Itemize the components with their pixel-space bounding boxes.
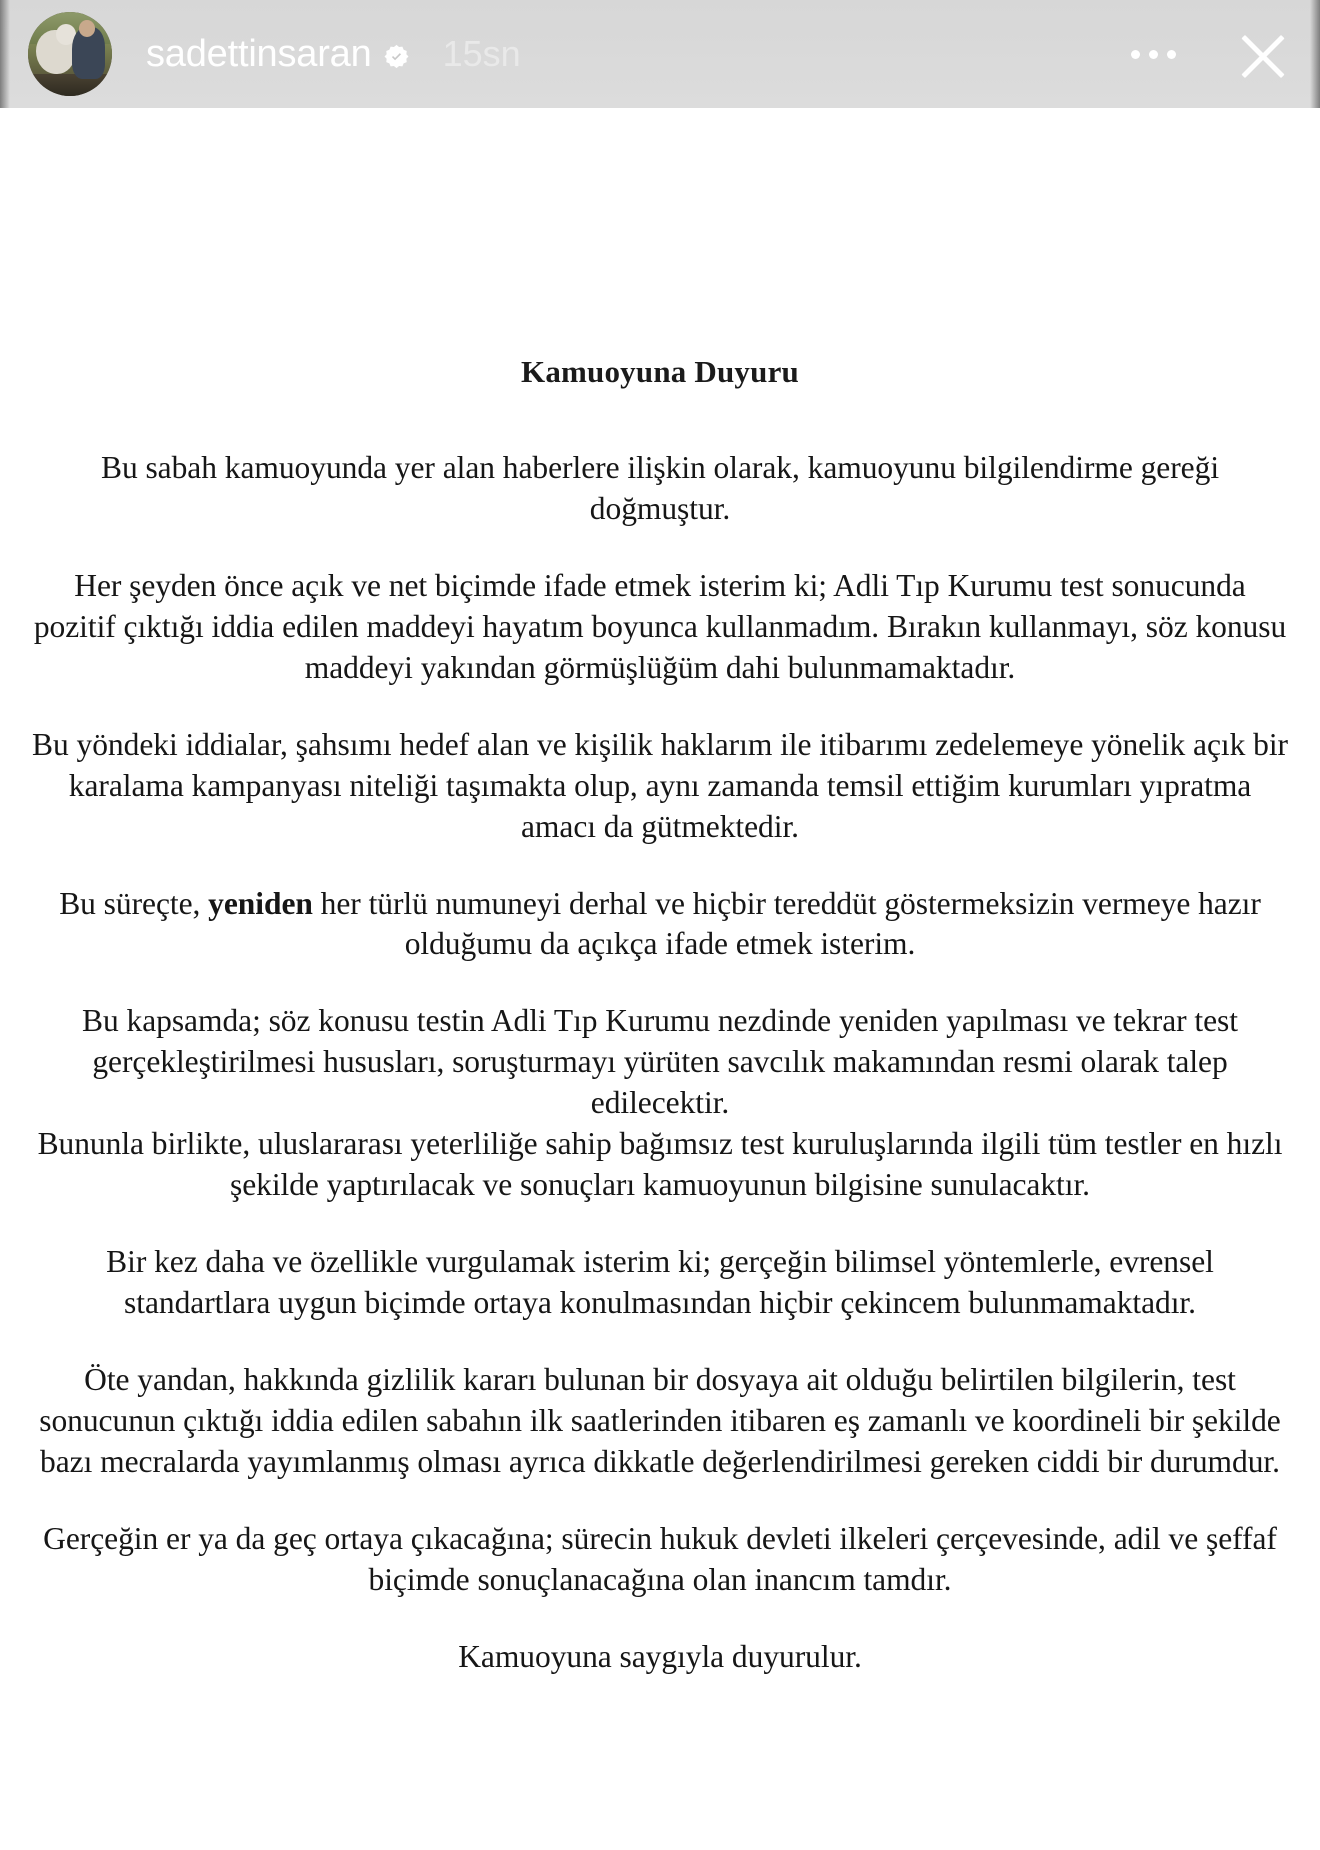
more-dot-2 [1149,50,1158,59]
more-dot-1 [1131,50,1140,59]
paragraph-p3: Bu yöndeki iddialar, şahsımı hedef alan ve kişilik haklarım ile itibarımı zedelemeye yönelik açık bir karalama kampanyası niteliği taşımakta olup, aynı zamanda temsil ettiğim kurumları yıpratma amacı da gütmektedir. [32,726,1288,844]
avatar[interactable] [28,12,112,96]
document-title: Kamuoyuna Duyuru [521,354,799,389]
username-group[interactable] [146,35,521,73]
paragraph-p8: Öte yandan, hakkında gizlilik kararı bulunan bir dosyaya ait olduğu belirtilen bilgilerin, test sonucunun çıktığı iddia edilen sabahın ilk saatlerinden itibaren eş zamanlı ve koordineli bir şekilde bazı mecralarda yayımlanmış olması ayrıca dikkatle değerlendirilmesi gereken ciddi bir durumdur. [39,1361,1281,1479]
p4-bold-word: yeniden [208,885,313,921]
paragraph-p4 [18,884,1302,966]
p4-suffix: her türlü numuneyi derhal ve hiçbir tereddüt göstermeksizin vermeye hazır olduğumu da açıkça ifade etmek isterim. [312,885,1261,962]
p4-prefix: Bu süreçte, [59,885,209,921]
close-icon[interactable] [1232,23,1294,85]
story-header [0,0,1320,108]
timestamp-label: 15sn [442,33,521,74]
paragraph-p9: Gerçeğin er ya da geç ortaya çıkacağına; sürecin hukuk devleti ilkeleri çerçevesinde, adil ve şeffaf biçimde sonuçlanacağına olan inancım tamdır. [43,1520,1277,1597]
paragraph-p5: Bu kapsamda; söz konusu testin Adli Tıp Kurumu nezdinde yeniden yapılması ve tekrar test gerçekleştirilmesi hususları, soruşturmayı yürüten savcılık makamından resmi olarak talep edilecektir. [82,1003,1238,1121]
header-actions [1127,23,1294,85]
more-dot-3 [1167,50,1176,59]
more-options-icon[interactable] [1127,38,1180,71]
paragraph-p2: Her şeyden önce açık ve net biçimde ifade etmek isterim ki; Adli Tıp Kurumu test sonucunda pozitif çıktığı iddia edilen maddeyi hayatım boyunca kullanmadım. Bırakın kullanmayı, söz konusu maddeyi yakından görmüşlüğüm dahi bulunmamaktadır. [33,567,1287,685]
announcement-document [0,108,1320,1850]
paragraph-p10-closing: Kamuoyuna saygıyla duyurulur. [458,1638,862,1674]
paragraph-p1: Bu sabah kamuoyunda yer alan haberlere ilişkin olarak, kamuoyunu bilgilendirme gereği doğmuştur. [100,450,1220,526]
paragraph-p7: Bir kez daha ve özellikle vurgulamak isterim ki; gerçeğin bilimsel yöntemlerle, evrensel standartlara uygun biçimde ortaya konulmasından hiçbir çekincem bulunmamaktadır. [106,1244,1214,1320]
verified-badge-icon [384,44,409,69]
paragraph-p6: Bununla birlikte, uluslararası yeterliliğe sahip bağımsız test kuruluşlarında ilgili tüm testler en hızlı şekilde yaptırılacak ve sonuçları kamuoyunun bilgisine sunulacaktır. [37,1126,1283,1203]
username-label[interactable]: sadettinsaran [146,33,372,75]
